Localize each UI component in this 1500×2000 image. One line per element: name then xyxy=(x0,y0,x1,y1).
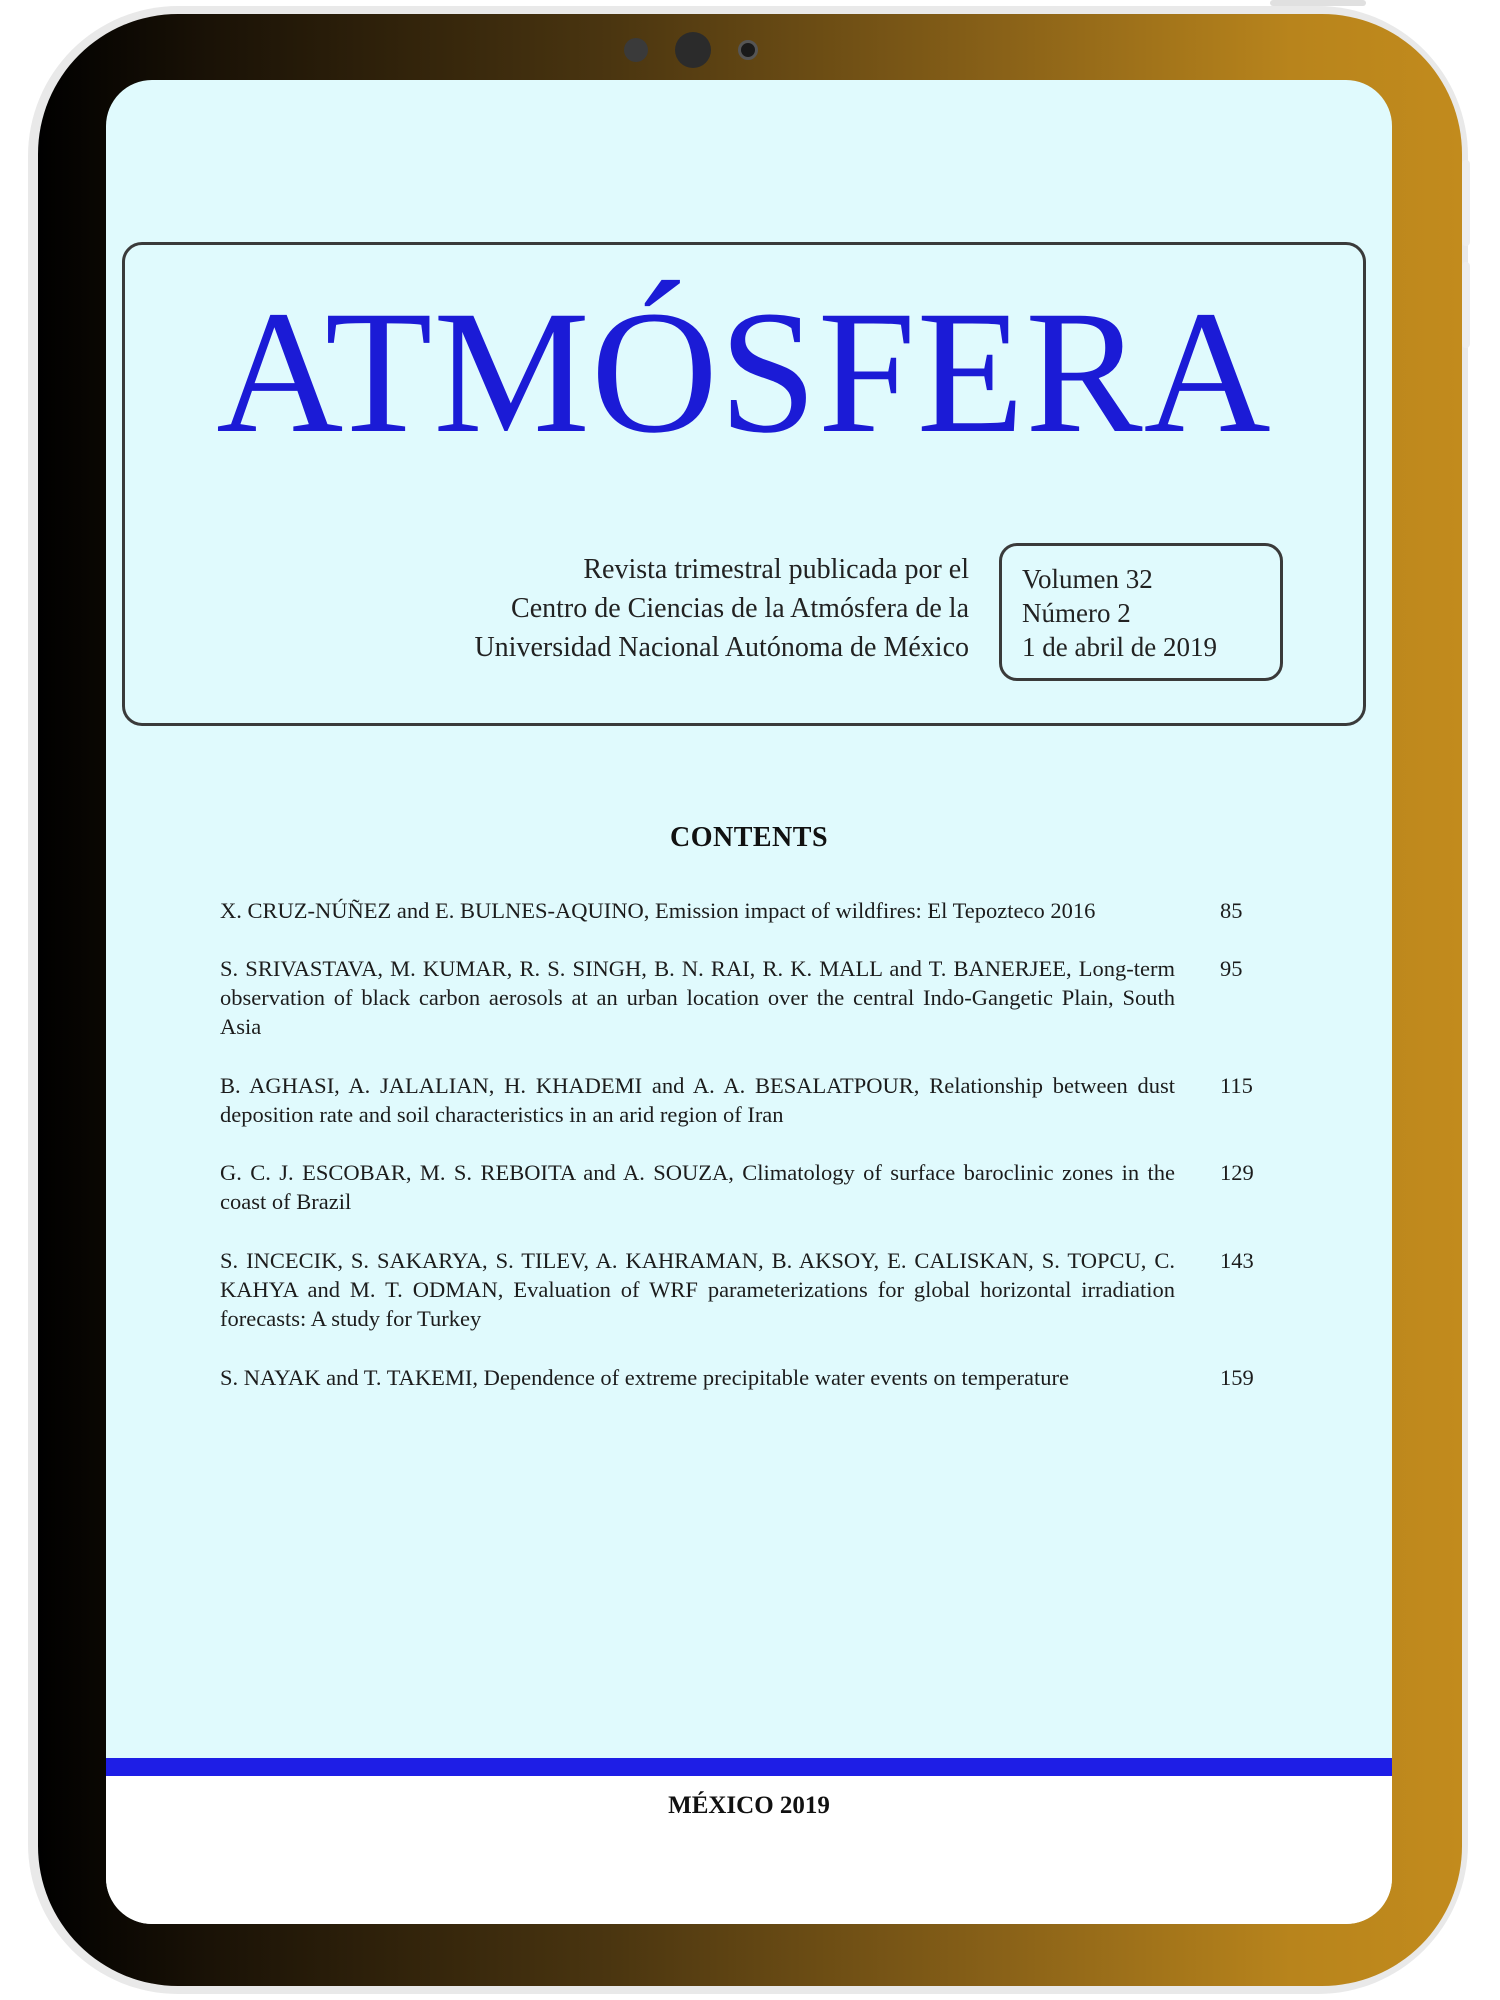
volume-up-button xyxy=(1462,160,1470,246)
toc-entry-page: 159 xyxy=(1220,1365,1254,1390)
toc-entry-page: 85 xyxy=(1220,898,1243,923)
toc-entry-text: S. SRIVASTAVA, M. KUMAR, R. S. SINGH, B. N. RAI, R. K. MALL and T. BANERJEE, Long-term observation of black carbon aerosols at an urban location over the central Indo-Gangetic Plain, South Asia xyxy=(220,956,1175,1039)
toc-entry xyxy=(220,954,1300,1041)
toc-entry xyxy=(220,1246,1300,1333)
toc-entry-page: 143 xyxy=(1220,1248,1254,1273)
number-label: Número 2 xyxy=(1022,598,1131,628)
toc-entry-text: S. NAYAK and T. TAKEMI, Dependence of extreme precipitable water events on temperature xyxy=(220,1365,1069,1390)
toc-entry xyxy=(220,896,1300,925)
toc-entry xyxy=(220,1158,1300,1216)
top-power-button xyxy=(1270,0,1366,6)
publisher-line: Universidad Nacional Autónoma de México xyxy=(474,632,969,663)
issue-info-box xyxy=(999,543,1283,681)
toc-entry-page: 95 xyxy=(1220,956,1243,981)
toc-entry-text: X. CRUZ-NÚÑEZ and E. BULNES-AQUINO, Emission impact of wildfires: El Tepozteco 2016 xyxy=(220,898,1096,923)
footer-rule xyxy=(106,1758,1392,1776)
camera-lens-icon xyxy=(738,40,758,60)
footer-place-year: MÉXICO 2019 xyxy=(668,1792,830,1819)
toc-entry xyxy=(220,1071,1300,1129)
volume-down-button xyxy=(1462,262,1470,348)
publisher-line: Centro de Ciencias de la Atmósfera de la xyxy=(511,593,969,624)
issue-date: 1 de abril de 2019 xyxy=(1022,632,1217,662)
sensor-icon xyxy=(624,38,648,62)
tablet-screen xyxy=(106,80,1392,1924)
masthead-box xyxy=(122,242,1366,726)
volume-label: Volumen 32 xyxy=(1022,564,1153,594)
toc-entry-text: G. C. J. ESCOBAR, M. S. REBOITA and A. SOUZA, Climatology of surface baroclinic zones in the coast of Brazil xyxy=(220,1160,1175,1214)
toc-entry-page: 115 xyxy=(1220,1073,1253,1098)
toc-entry xyxy=(220,1363,1300,1392)
front-camera-icon xyxy=(675,32,711,68)
publisher-line: Revista trimestral publicada por el xyxy=(583,554,969,585)
toc-entry-text: S. INCECIK, S. SAKARYA, S. TILEV, A. KAHRAMAN, B. AKSOY, E. CALISKAN, S. TOPCU, C. KAHYA and M. T. ODMAN, Evaluation of WRF parameterizations for global horizontal irradiation forecasts: A study for Turkey xyxy=(220,1248,1175,1331)
journal-title: ATMÓSFERA xyxy=(216,275,1272,470)
toc-entry-text: B. AGHASI, A. JALALIAN, H. KHADEMI and A. A. BESALATPOUR, Relationship between dust deposition rate and soil characteristics in an arid region of Iran xyxy=(220,1073,1175,1127)
publisher-statement xyxy=(474,550,969,667)
contents-heading: CONTENTS xyxy=(669,822,829,853)
toc-entry-page: 129 xyxy=(1220,1160,1254,1185)
